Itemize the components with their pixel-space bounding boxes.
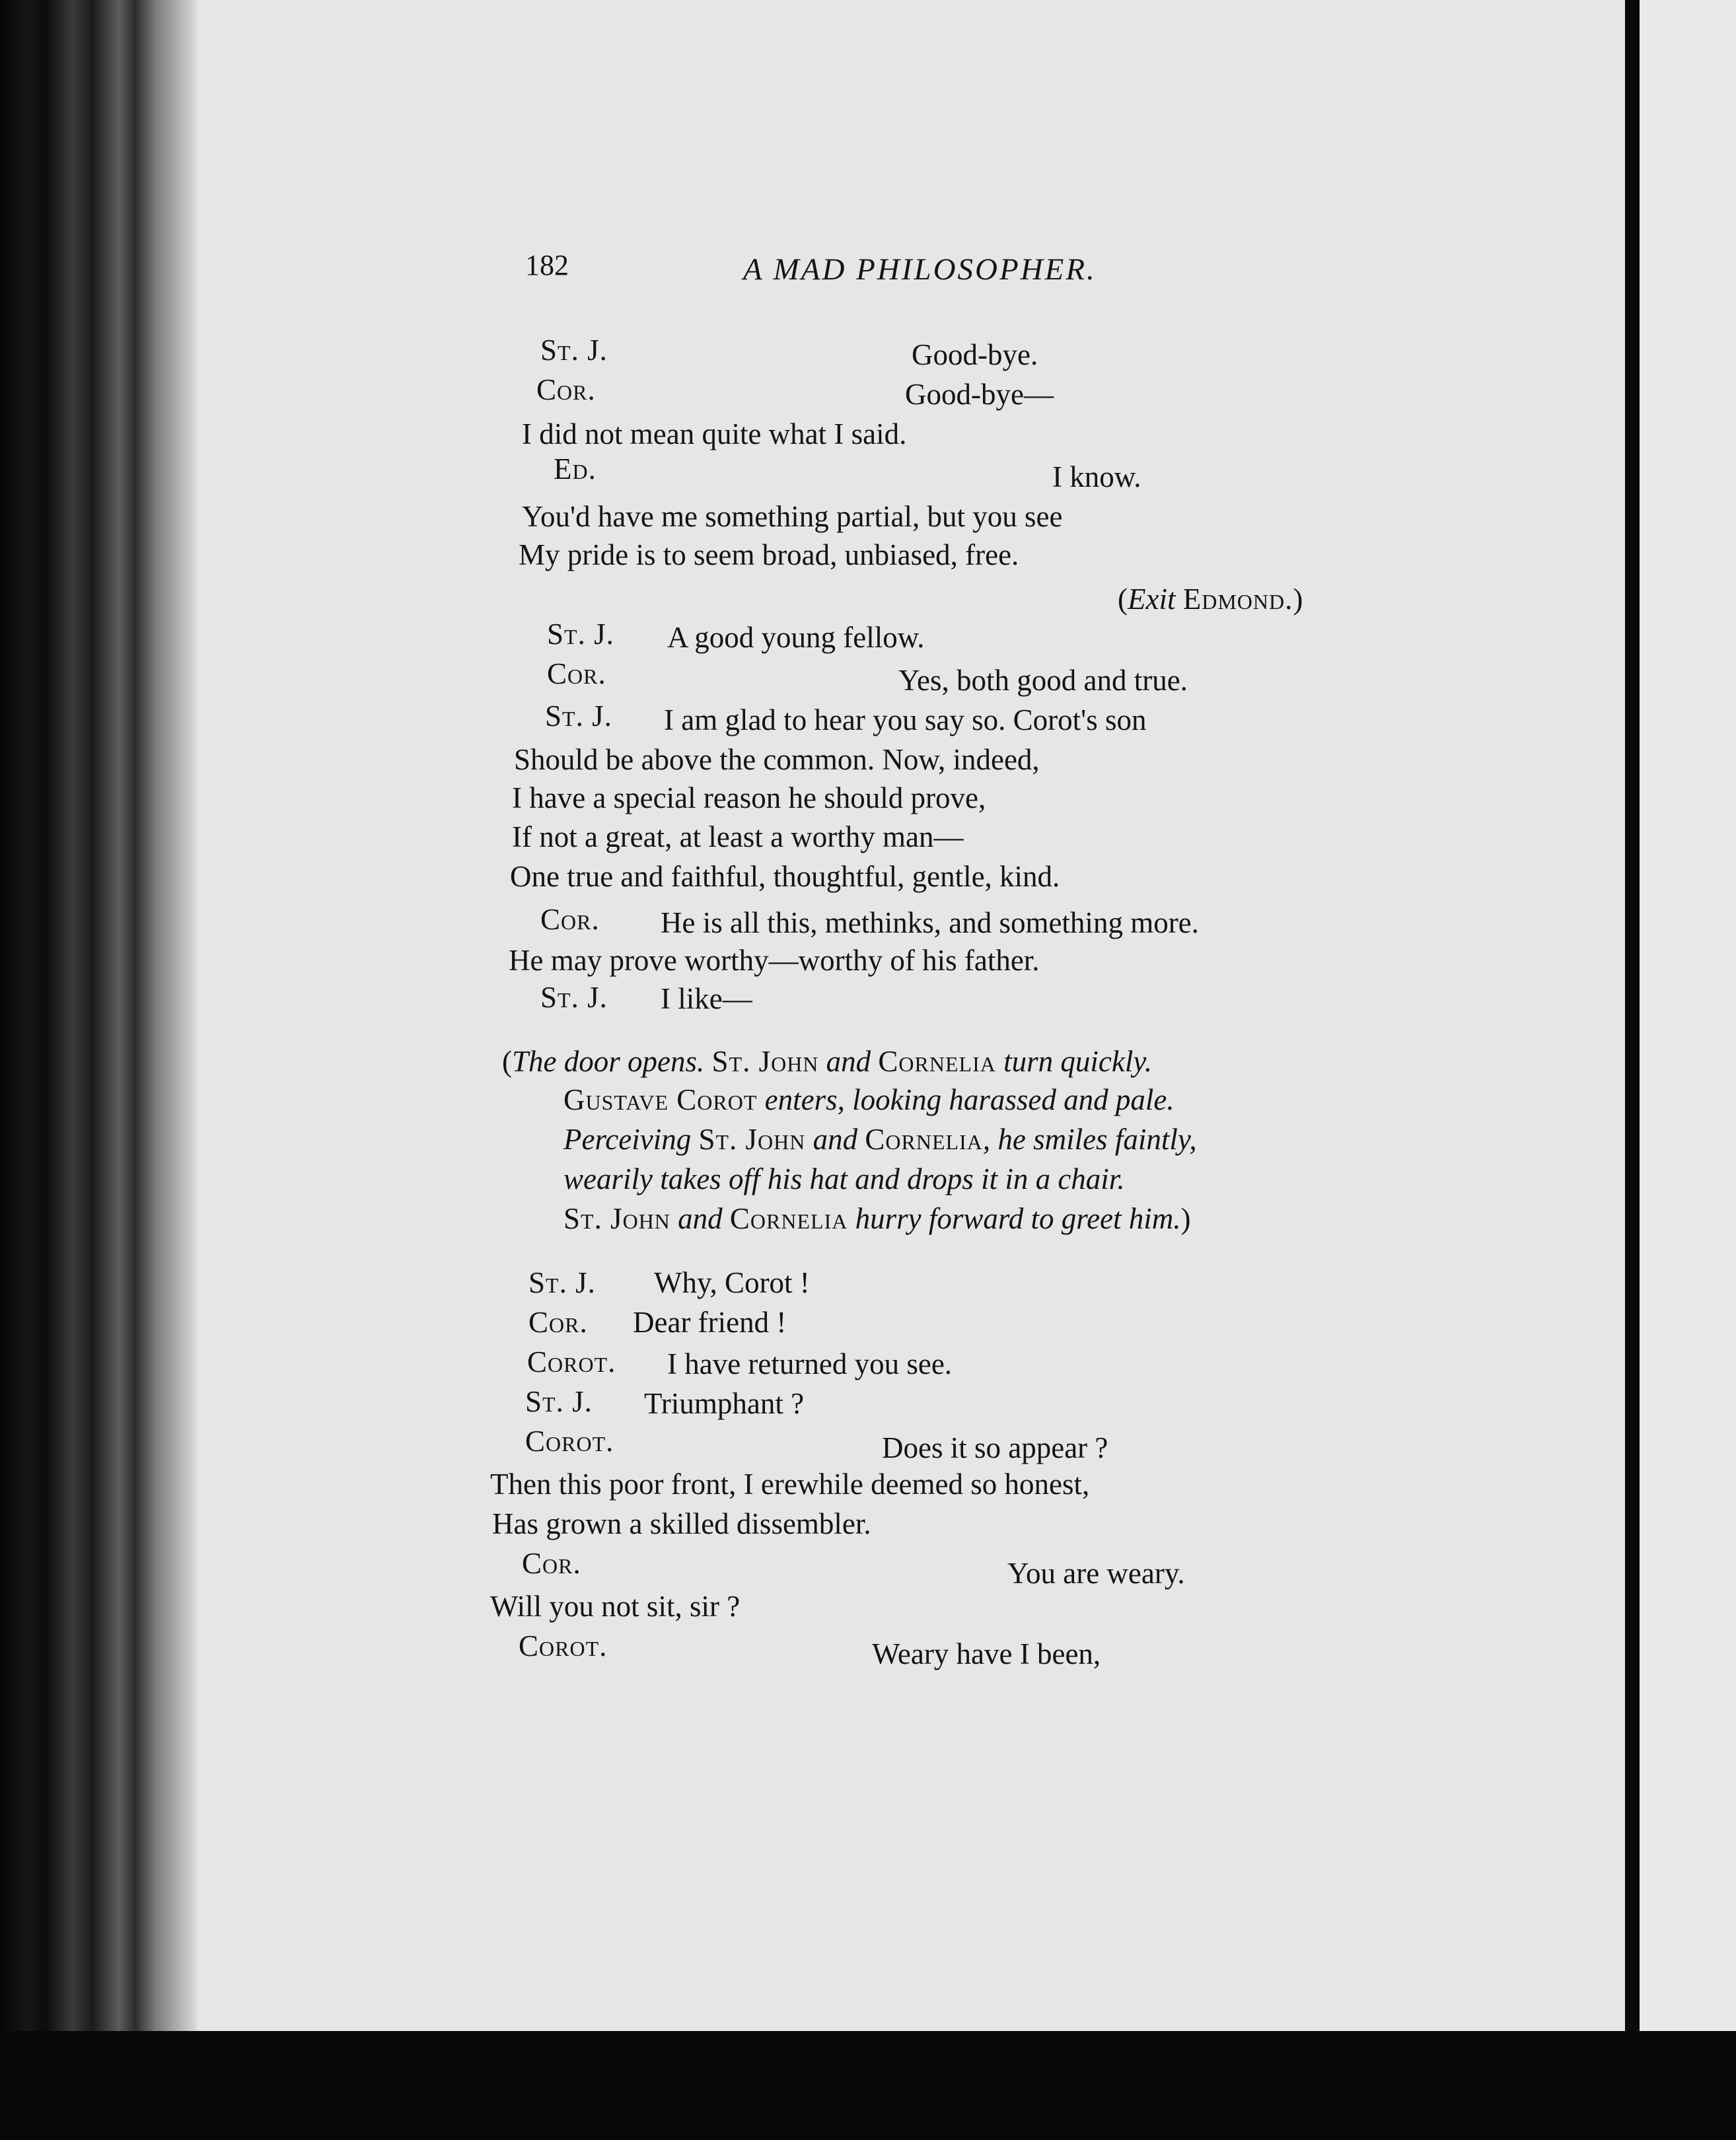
speaker-name: Corot. [519, 1629, 608, 1662]
stage-direction-line: (The door opens. St. John and Cornelia turn quickly. [502, 1045, 1153, 1078]
speaker-name: Corot. [525, 1425, 614, 1458]
verse-line: Will you not sit, sir ? [490, 1590, 741, 1623]
dialogue-text: Good-bye— [905, 378, 1054, 411]
speaker-name: Cor. [522, 1547, 581, 1580]
verse-line: Then this poor front, I erewhile deemed so honest, [490, 1468, 1090, 1501]
running-head: A MAD PHILOSOPHER. [743, 252, 1097, 287]
speaker-name: St. J. [540, 981, 608, 1014]
speaker-name: Cor. [528, 1306, 588, 1339]
dialogue-text: Why, Corot ! [654, 1266, 810, 1299]
speaker-name: St. J. [525, 1385, 593, 1418]
speaker-name: St. J. [540, 334, 608, 367]
page-number: 182 [525, 249, 569, 281]
speaker-name: Corot. [527, 1345, 616, 1378]
dialogue-text: I have returned you see. [667, 1347, 953, 1380]
dialogue-text: I am glad to hear you say so. Corot's son [664, 703, 1147, 736]
page-paper [198, 0, 1625, 2031]
dialogue-text: I like— [661, 982, 752, 1015]
dialogue-text: Yes, both good and true. [898, 664, 1188, 697]
dialogue-text: Good-bye. [912, 338, 1038, 371]
dialogue-text: A good young fellow. [667, 621, 925, 654]
verse-line: If not a great, at least a worthy man— [512, 820, 964, 853]
verse-line: He may prove worthy—worthy of his father. [509, 944, 1040, 977]
scan-bottom-border [0, 2031, 1736, 2140]
speaker-name: St. J. [547, 618, 614, 651]
stage-direction-line: Gustave Corot enters, looking harassed and pale. [563, 1083, 1175, 1116]
speaker-name: St. J. [545, 699, 612, 732]
dialogue-text: You are weary. [1007, 1557, 1185, 1590]
speaker-name: Cor. [547, 657, 606, 690]
right-edge-rule [1625, 0, 1640, 2031]
dialogue-text: Weary have I been, [872, 1637, 1101, 1670]
dialogue-text: Does it so appear ? [882, 1431, 1108, 1464]
dialogue-text: Dear friend ! [633, 1306, 787, 1339]
stage-direction-line: Perceiving St. John and Cornelia, he smiles faintly, [563, 1123, 1197, 1156]
stage-direction-line: wearily takes off his hat and drops it in a chair. [563, 1162, 1125, 1195]
verse-line: My pride is to seem broad, unbiased, free. [519, 538, 1019, 571]
verse-line: I did not mean quite what I said. [522, 417, 907, 450]
stage-direction-line: St. John and Cornelia hurry forward to greet him.) [563, 1202, 1191, 1235]
verse-line: One true and faithful, thoughtful, gentle, kind. [510, 860, 1060, 893]
verse-line: You'd have me something partial, but you see [522, 500, 1063, 533]
adjacent-page-sliver [1640, 0, 1736, 2031]
verse-line: Should be above the common. Now, indeed, [514, 743, 1040, 776]
speaker-name: Cor. [536, 373, 596, 406]
speaker-name: Cor. [540, 903, 600, 936]
book-gutter-shadow [0, 0, 198, 2140]
verse-line: Has grown a skilled dissembler. [492, 1507, 871, 1540]
exit-direction: (Exit Edmond.) [1118, 583, 1303, 616]
dialogue-text: He is all this, methinks, and something more. [661, 906, 1199, 939]
verse-line: I have a special reason he should prove, [512, 781, 986, 814]
speaker-name: Ed. [554, 452, 597, 485]
dialogue-text: I know. [1052, 460, 1141, 493]
dialogue-text: Triumphant ? [644, 1387, 805, 1420]
speaker-name: St. J. [528, 1266, 596, 1299]
